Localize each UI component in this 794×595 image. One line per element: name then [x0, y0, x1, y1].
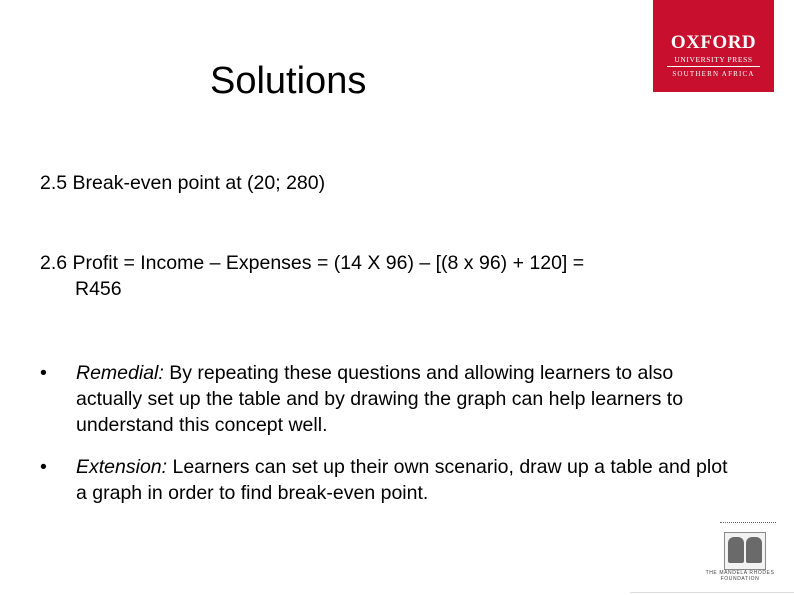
logo-name: OXFORD: [670, 32, 757, 53]
bullet-label: Remedial:: [76, 362, 164, 384]
item-2-6-line1: 2.6 Profit = Income – Expenses = (14 X 96) – [(8 x 96) + 120] =: [40, 252, 585, 274]
bullet-body: By repeating these questions and allowing learners to also actually set up the table and by drawing the graph can help learners to understand this concept well.: [76, 362, 684, 436]
bullet-body: Learners can set up their own scenario, draw up a table and plot a graph in order to find break-even point.: [76, 456, 728, 504]
logo-subtitle: UNIVERSITY PRESS: [674, 55, 753, 64]
bullet-remedial: [40, 360, 740, 438]
bullet-text: [76, 360, 740, 438]
portrait-left: [728, 537, 744, 563]
bottom-divider: [630, 592, 794, 593]
oxford-logo: [653, 0, 774, 92]
item-2-6: [40, 250, 584, 302]
portrait-frame: [724, 532, 766, 570]
bullet-icon: •: [40, 362, 47, 384]
item-2-5: 2.5 Break-even point at (20; 280): [40, 172, 326, 194]
logo-divider: [667, 66, 760, 67]
foundation-name: THE MANDELA RHODES FOUNDATION: [705, 570, 775, 582]
bullet-text: [76, 454, 740, 506]
logo-top-rule: [720, 522, 776, 525]
portrait-right: [746, 537, 762, 563]
bullet-icon: •: [40, 456, 47, 478]
slide-title: Solutions: [210, 60, 367, 102]
bullet-label: Extension:: [76, 456, 168, 478]
logo-region: SOUTHERN AFRICA: [672, 70, 755, 78]
item-2-6-line2: R456: [75, 278, 122, 300]
mandela-rhodes-logo: [700, 522, 780, 584]
bullet-extension: [40, 454, 740, 506]
